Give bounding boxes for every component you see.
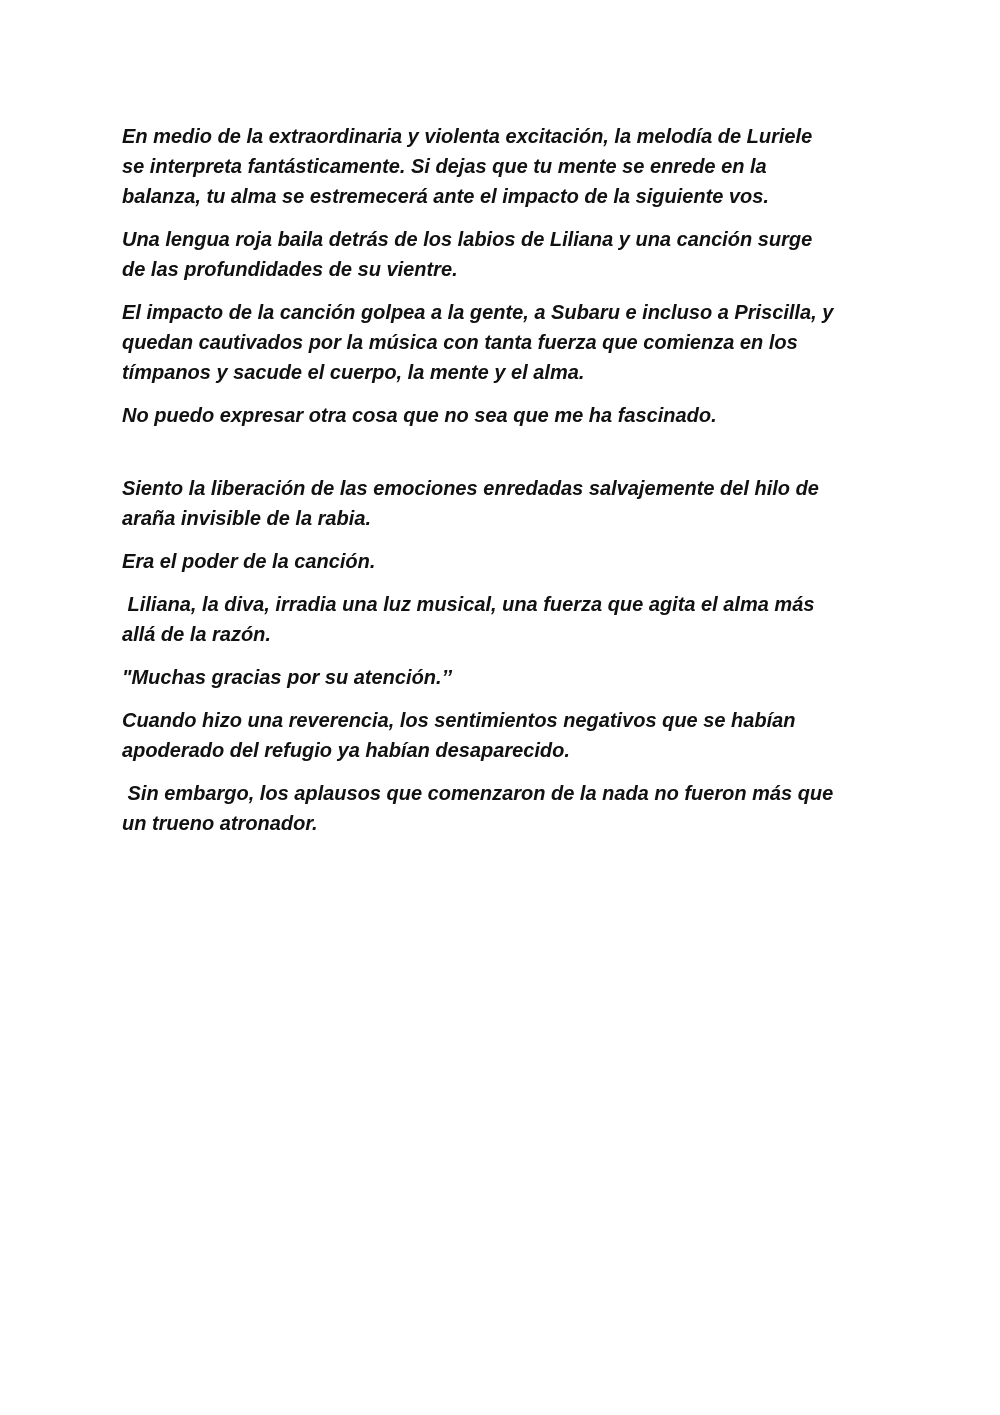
paragraph-1: [122, 122, 892, 212]
document-body: [122, 122, 892, 852]
paragraph-line: apoderado del refugio ya habían desaparecido.: [122, 740, 570, 762]
paragraph-line: se interpreta fantásticamente. Si dejas que tu mente se enrede en la: [122, 156, 767, 178]
paragraph-line: araña invisible de la rabia.: [122, 508, 372, 530]
paragraph-3: [122, 298, 892, 388]
paragraph-gap: [122, 444, 892, 474]
paragraph-line: Sin embargo, los aplausos que comenzaron de la nada no fueron más que: [122, 783, 834, 805]
paragraph-line: allá de la razón.: [122, 624, 271, 646]
paragraph-line: Una lengua roja baila detrás de los labios de Liliana y una canción surge: [122, 229, 813, 251]
paragraph-line: Liliana, la diva, irradia una luz musical, una fuerza que agita el alma más: [122, 594, 815, 616]
paragraph-line: balanza, tu alma se estremecerá ante el impacto de la siguiente vos.: [122, 186, 769, 208]
paragraph-line: En medio de la extraordinaria y violenta excitación, la melodía de Luriele: [122, 126, 813, 148]
paragraph-6: [122, 547, 892, 577]
paragraph-5: [122, 474, 892, 534]
paragraph-2: [122, 225, 892, 285]
paragraph-line: Siento la liberación de las emociones enredadas salvajemente del hilo de: [122, 478, 819, 500]
paragraph-line: de las profundidades de su vientre.: [122, 259, 458, 281]
paragraph-7: [122, 590, 892, 650]
paragraph-line: un trueno atronador.: [122, 813, 318, 835]
paragraph-9: [122, 706, 892, 766]
paragraph-line: No puedo expresar otra cosa que no sea que me ha fascinado.: [122, 405, 717, 427]
paragraph-line: "Muchas gracias por su atención.’’: [122, 667, 452, 689]
paragraph-line: quedan cautivados por la música con tanta fuerza que comienza en los: [122, 332, 798, 354]
paragraph-10: [122, 779, 892, 839]
paragraph-line: El impacto de la canción golpea a la gente, a Subaru e incluso a Priscilla, y: [122, 302, 834, 324]
paragraph-line: Era el poder de la canción.: [122, 551, 376, 573]
paragraph-8: [122, 663, 892, 693]
paragraph-line: tímpanos y sacude el cuerpo, la mente y el alma.: [122, 362, 585, 384]
paragraph-line: Cuando hizo una reverencia, los sentimientos negativos que se habían: [122, 710, 796, 732]
paragraph-4: [122, 401, 892, 431]
